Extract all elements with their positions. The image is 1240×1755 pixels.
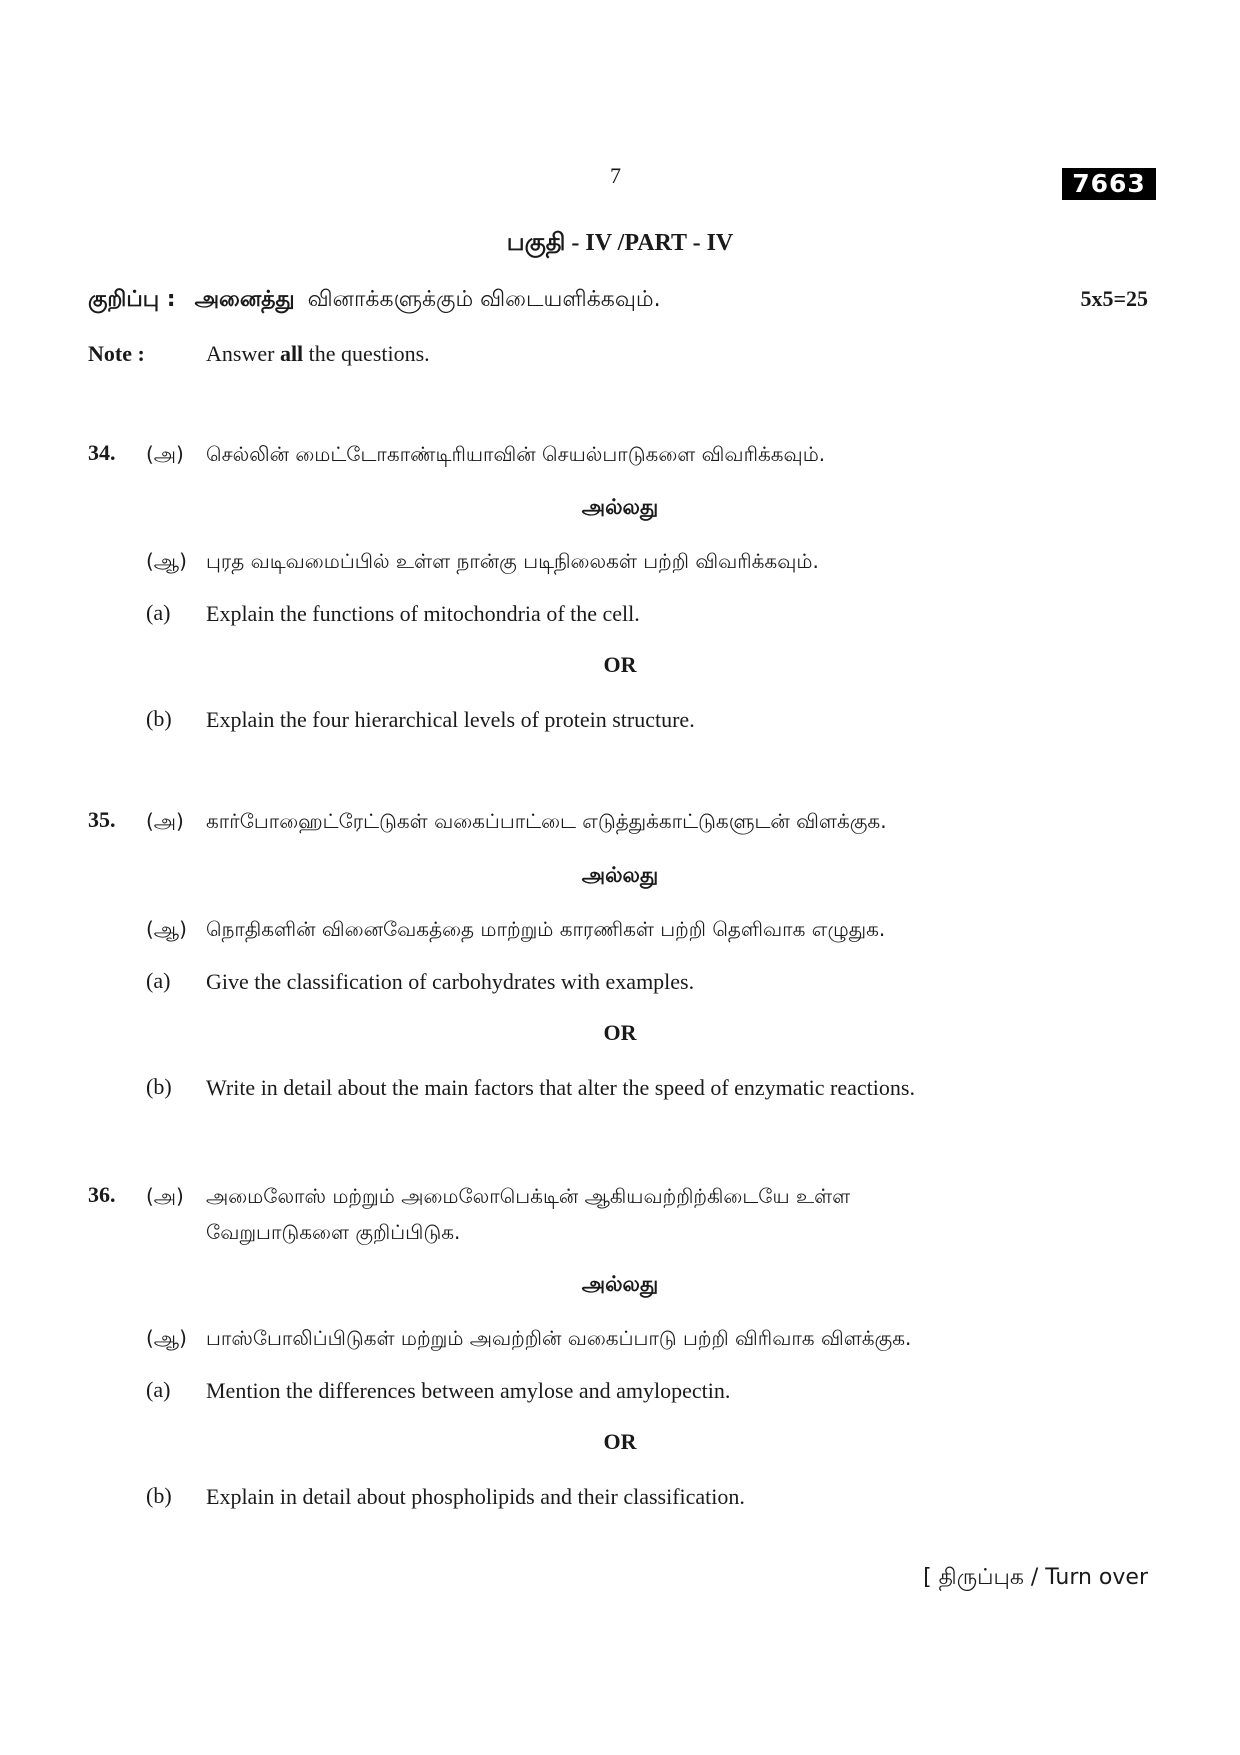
english-option-b: Explain the four hierarchical levels of protein structure. xyxy=(206,707,695,732)
tamil-or-separator: அல்லது xyxy=(581,495,659,519)
tamil-option-a-line-2: வேறுபாடுகளை குறிப்பிடுக. xyxy=(206,1220,461,1244)
tamil-option-a-marker: (அ) xyxy=(146,442,184,466)
english-option-a-marker: (a) xyxy=(146,968,171,993)
tamil-option-b: பாஸ்போலிப்பிடுகள் மற்றும் அவற்றின் வகைப்பாடு பற்றி விரிவாக விளக்குக. xyxy=(206,1326,912,1350)
tamil-option-a-marker: (அ) xyxy=(146,809,184,833)
question-number: 35. xyxy=(88,807,116,832)
english-or-separator: OR xyxy=(603,1429,637,1454)
english-note-emphasis: all xyxy=(279,341,304,366)
english-option-b: Explain in detail about phospholipids and their classification. xyxy=(206,1484,745,1509)
tamil-option-a: செல்லின் மைட்டோகாண்டிரியாவின் செயல்பாடுகளை விவரிக்கவும். xyxy=(206,442,826,466)
tamil-option-b-marker: (ஆ) xyxy=(146,917,187,941)
tamil-option-b: புரத வடிவமைப்பில் உள்ள நான்கு படிநிலைகள் பற்றி விவரிக்கவும். xyxy=(206,549,819,573)
marks-scheme: 5x5=25 xyxy=(1080,286,1148,311)
tamil-or-separator: அல்லது xyxy=(581,1272,659,1296)
tamil-option-b: நொதிகளின் வினைவேகத்தை மாற்றும் காரணிகள் பற்றி தெளிவாக எழுதுக. xyxy=(206,917,886,941)
tamil-option-b-marker: (ஆ) xyxy=(146,549,187,573)
tamil-note-emphasis: அனைத்து xyxy=(194,287,295,312)
english-or-separator: OR xyxy=(603,652,637,677)
tamil-note-line xyxy=(88,286,661,314)
english-note-suffix: the questions. xyxy=(308,341,430,366)
english-note-line xyxy=(206,340,430,368)
english-option-a: Explain the functions of mitochondria of the cell. xyxy=(206,601,640,626)
english-option-b-marker: (b) xyxy=(146,1074,172,1099)
english-or-separator: OR xyxy=(603,1020,637,1045)
page-number: 7 xyxy=(610,163,621,188)
question-number: 36. xyxy=(88,1182,116,1207)
tamil-option-b-marker: (ஆ) xyxy=(146,1326,187,1350)
english-note-label: Note : xyxy=(88,341,145,366)
english-option-a: Give the classification of carbohydrates with examples. xyxy=(206,969,695,994)
english-option-a-marker: (a) xyxy=(146,600,171,625)
paper-code-badge: 7663 xyxy=(1062,168,1156,200)
english-note-prefix: Answer xyxy=(206,341,275,366)
tamil-option-a: கார்போஹைட்ரேட்டுகள் வகைப்பாட்டை எடுத்துக்காட்டுகளுடன் விளக்குக. xyxy=(206,809,887,833)
english-option-b: Write in detail about the main factors that alter the speed of enzymatic reactions. xyxy=(206,1075,915,1100)
tamil-option-a-line-1: அமைலோஸ் மற்றும் அமைலோபெக்டின் ஆகியவற்றிற்கிடையே உள்ள xyxy=(206,1184,851,1208)
english-option-b-marker: (b) xyxy=(146,1483,172,1508)
part-heading: பகுதி - IV /PART - IV xyxy=(506,230,734,256)
english-option-a-marker: (a) xyxy=(146,1377,171,1402)
english-option-b-marker: (b) xyxy=(146,706,172,731)
tamil-or-separator: அல்லது xyxy=(581,863,659,887)
tamil-note-text: வினாக்களுக்கும் விடையளிக்கவும். xyxy=(307,287,661,312)
turn-over-note: [ திருப்புக / Turn over xyxy=(923,1565,1148,1590)
english-option-a: Mention the differences between amylose and amylopectin. xyxy=(206,1378,731,1403)
tamil-option-a-marker: (அ) xyxy=(146,1184,184,1208)
question-number: 34. xyxy=(88,440,116,465)
tamil-note-label: குறிப்பு : xyxy=(88,287,176,312)
